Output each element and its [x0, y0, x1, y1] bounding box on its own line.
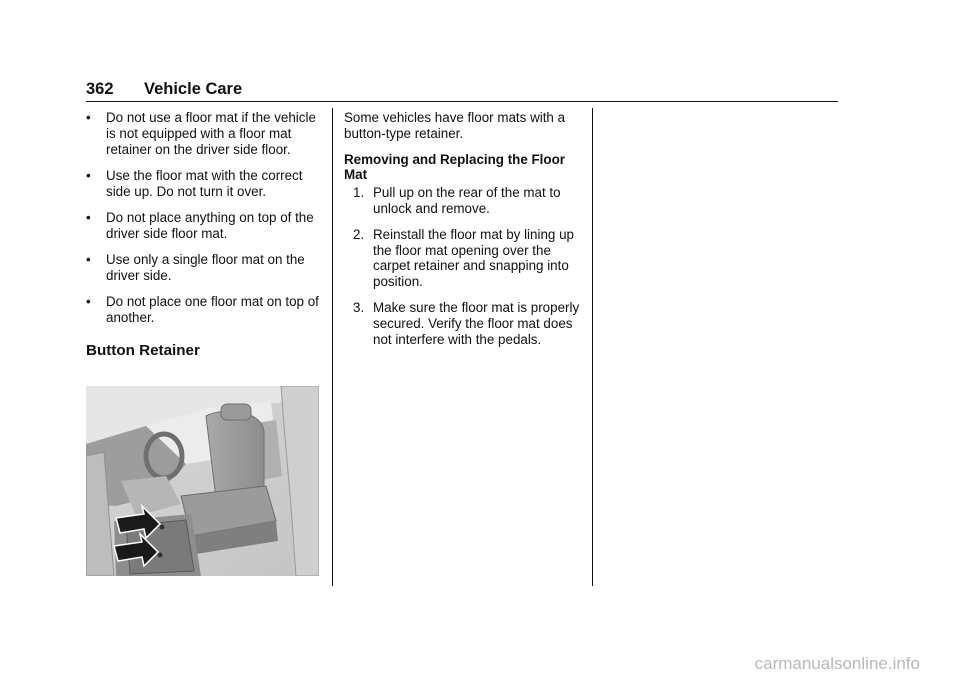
- bullet-item: [86, 294, 322, 326]
- step-number: 2.: [353, 226, 365, 242]
- procedure-step: [344, 300, 580, 347]
- section-title: Vehicle Care: [144, 80, 243, 98]
- procedure-step: [344, 227, 580, 290]
- bullet-text: Do not use a floor mat if the vehicle is not equipped with a floor mat retainer on the driver side floor.: [106, 110, 316, 157]
- footer-watermark: carmanualsonline.info: [754, 654, 920, 673]
- retainer-button-upper: [160, 525, 165, 530]
- bullet-icon: •: [86, 167, 91, 183]
- bullet-item: [86, 110, 322, 157]
- retainer-button-lower: [158, 553, 163, 558]
- middle-column: [344, 110, 580, 357]
- floor-mat-button-retainer-illustration: [86, 386, 319, 576]
- step-number: 1.: [353, 185, 365, 201]
- bullet-item: [86, 252, 322, 284]
- step-text: Reinstall the floor mat by lining up the floor mat opening over the carpet retainer and snapping into position.: [373, 226, 574, 290]
- step-text: Pull up on the rear of the mat to unlock and remove.: [373, 185, 561, 216]
- section-heading: Button Retainer: [86, 341, 200, 359]
- bullet-text: Use only a single floor mat on the driver side.: [106, 252, 305, 283]
- procedure-step: [344, 185, 580, 217]
- step-text: Make sure the floor mat is properly secured. Verify the floor mat does not interfere with the pedals.: [373, 299, 580, 347]
- bullet-item: [86, 168, 322, 200]
- bullet-text: Do not place anything on top of the driver side floor mat.: [106, 209, 314, 241]
- page-number: 362: [86, 80, 114, 98]
- vehicle-interior-illustration: [86, 386, 319, 576]
- bullet-icon: •: [86, 252, 91, 268]
- bullet-icon: •: [86, 209, 91, 225]
- bullet-icon: •: [86, 110, 91, 125]
- safety-bullet-list: [86, 110, 322, 326]
- left-column: [86, 110, 322, 360]
- procedure-steps: [344, 185, 580, 347]
- bullet-item: [86, 210, 322, 242]
- bullet-text: Do not place one floor mat on top of another.: [106, 294, 319, 325]
- column-divider-right: [592, 108, 593, 586]
- headrest: [221, 404, 251, 420]
- intro-paragraph: Some vehicles have floor mats with a button-type retainer.: [344, 110, 566, 141]
- column-divider-left: [332, 108, 333, 586]
- bullet-text: Use the floor mat with the correct side up. Do not turn it over.: [106, 167, 303, 199]
- procedure-subheading: Removing and Replacing the Floor Mat: [344, 151, 565, 183]
- bullet-icon: •: [86, 294, 91, 310]
- page-header: [86, 80, 242, 99]
- step-number: 3.: [353, 299, 365, 315]
- header-divider: [86, 101, 838, 102]
